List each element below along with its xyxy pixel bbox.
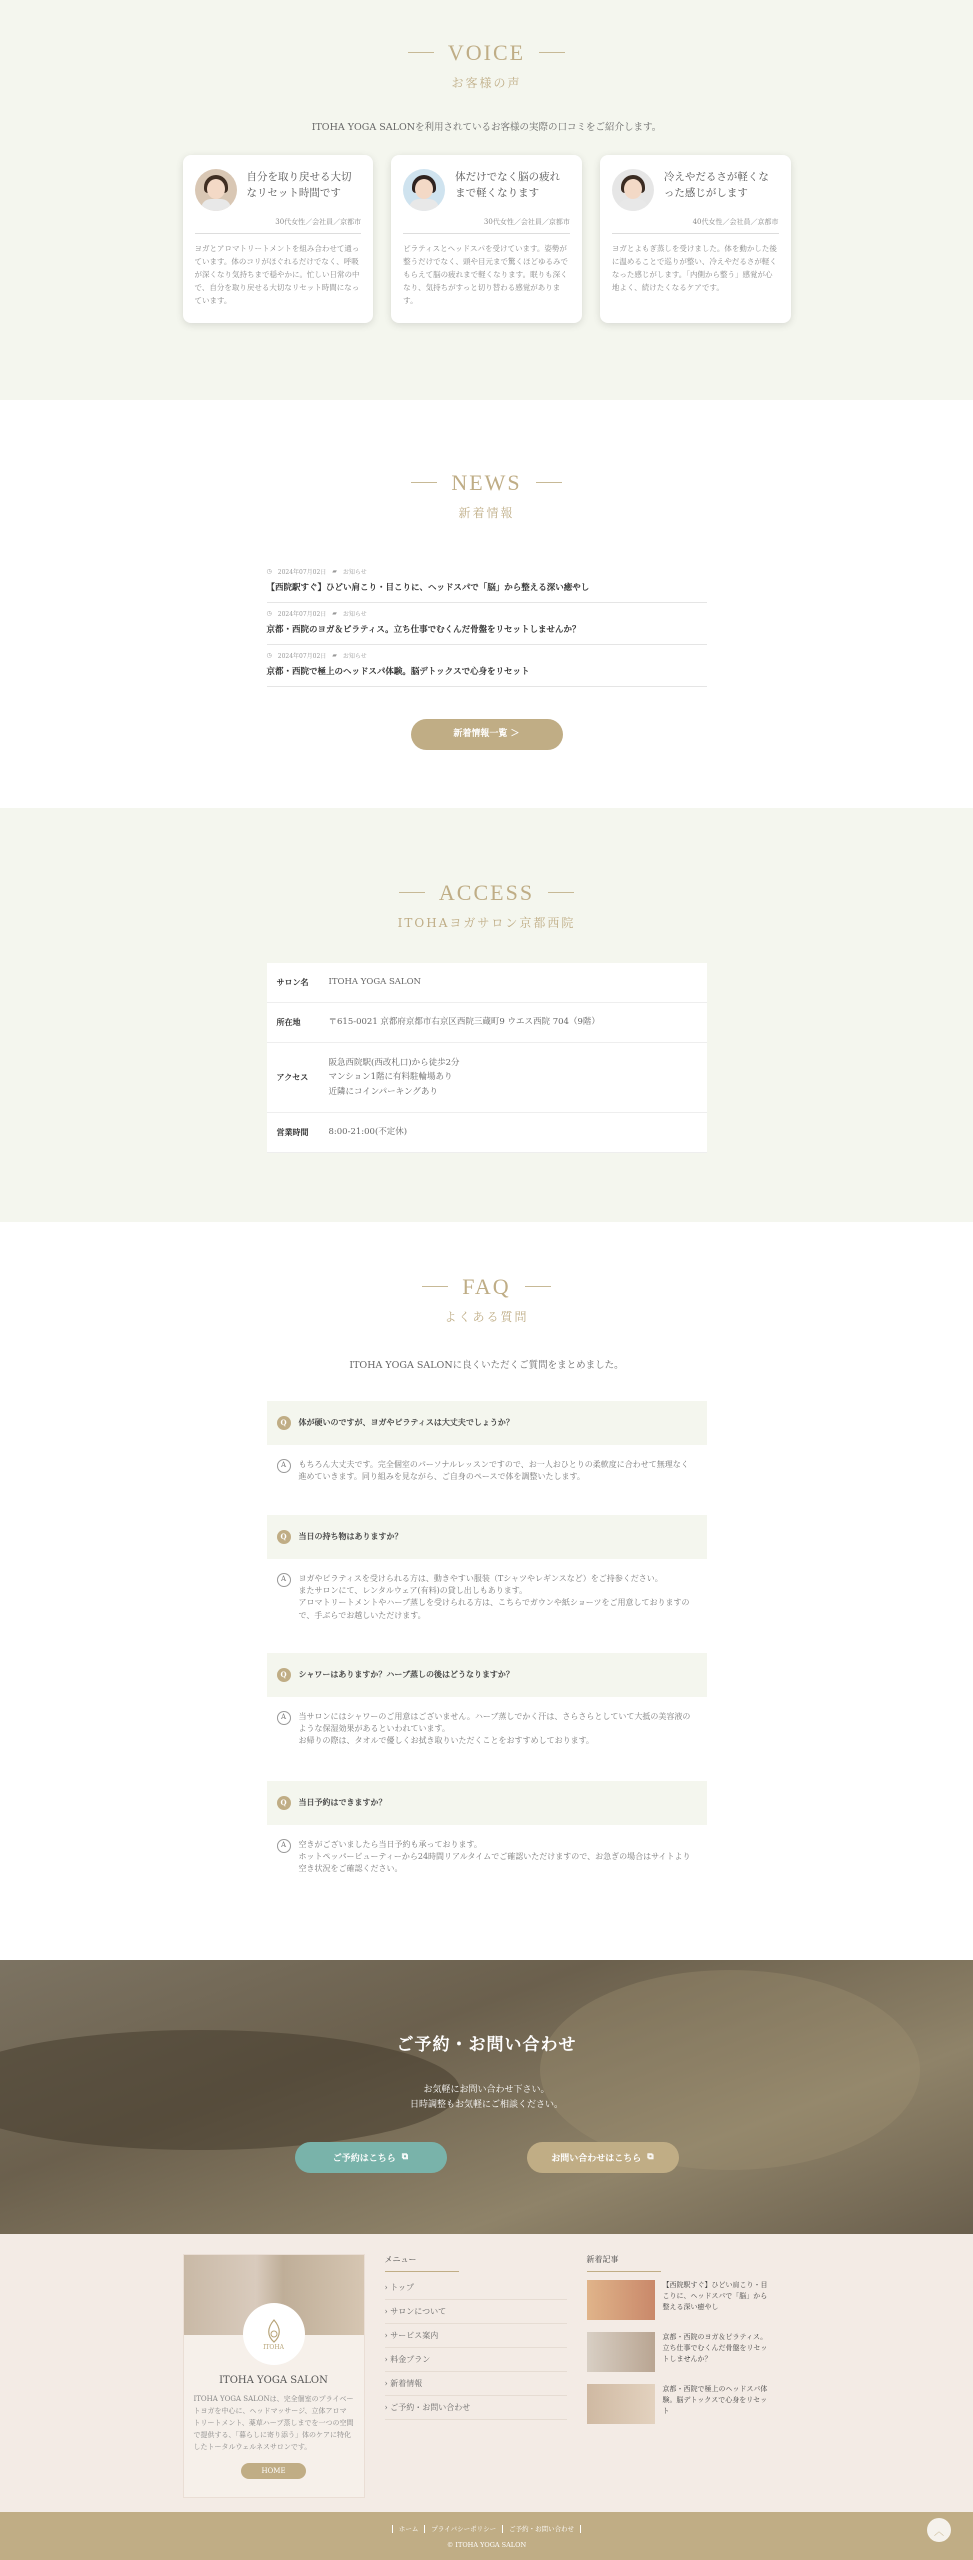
voice-card [183, 155, 374, 323]
news-date: 2024年07月02日 [277, 652, 327, 660]
contact-title: ご予約・お問い合わせ [396, 2035, 577, 2055]
news-item[interactable] [267, 561, 707, 603]
faq-answer-text: 当サロンにはシャワーのご用意はございません。ハーブ蒸しでかく汗は、さらさらとしていて大抵の美容液のような保湿効果があるといわれています。 お帰りの際は、タオルで優しくお拭き取りいただくことをおすすめしております。 [298, 1711, 691, 1746]
news-item-title[interactable]: 【西院駅すぐ】ひどい肩こり・目こりに、ヘッドスパで「脳」から整える深い癒やし [266, 582, 590, 593]
leaf-logo-icon [263, 2318, 285, 2344]
access-title: ACCESS [399, 880, 574, 906]
chevron-up-icon: ︿ [934, 2526, 944, 2538]
news-item[interactable] [267, 645, 707, 687]
news-item-title[interactable]: 京都・西院のヨガ＆ピラティス。立ち仕事でむくんだ骨盤をリセットしませんか？ [266, 624, 581, 635]
reserve-button[interactable]: ご予約はこちら ⧉ [295, 2142, 447, 2173]
q-icon: Q [277, 1416, 291, 1430]
folder-icon: ▰ [332, 567, 337, 575]
a-icon: A [277, 1459, 291, 1473]
faq-question[interactable] [267, 1401, 707, 1445]
folder-icon: ▰ [332, 609, 337, 617]
voice-card [600, 155, 791, 323]
faq-question-text: 当日予約はできますか？ [298, 1797, 387, 1807]
voice-card-title: 体だけでなく脳の疲れまで軽くなります [455, 170, 561, 200]
footer-salon-card [183, 2254, 365, 2498]
a-icon: A [277, 1839, 291, 1853]
news-title: NEWS [411, 470, 561, 496]
faq-answer [267, 1825, 707, 1876]
bottom-bar [0, 2512, 973, 2560]
access-value: 8:00-21:00(不定休) [329, 1113, 707, 1153]
a-icon: A [277, 1573, 291, 1587]
footer-news-heading: 新着記事 [587, 2254, 661, 2272]
copyright: © ITOHA YOGA SALON [446, 2541, 527, 2549]
q-icon: Q [277, 1796, 291, 1810]
salon-description: ITOHA YOGA SALONは、完全個室のプライベートヨガを中心に、ヘッドマッサージ、立体アロマトリートメント、薬草ハーブ蒸しまでを一つの空間で提供する、「暮らしに寄り添う」体のケアに特化したトータルウェルネスサロンです。 [193, 2395, 354, 2451]
faq-answer-text: 空きがございましたら当日予約も承っております。 ホットペッパービューティーから24時間リアルタイムでご確認いただけますので、お急ぎの場合はサイトより空き状況をご確認ください。 [298, 1839, 691, 1874]
footer-menu-heading: メニュー [385, 2254, 459, 2272]
news-subtitle: 新着情報 [458, 505, 515, 520]
salon-logo: ITOHA [243, 2303, 305, 2365]
voice-card-meta: 30代女性／会社員／京都市 [403, 217, 570, 234]
voice-card-meta: 30代女性／会社員／京都市 [195, 217, 362, 234]
contact-button[interactable]: お問い合わせはこちら ⧉ [527, 2142, 679, 2173]
voice-card-text: ピラティスとヘッドスパを受けています。姿勢が整うだけでなく、頭や目元まで驚くほどゆるみでもらえて脳の疲れまで軽くなります。眠りも深くなり、気持ちがすっと切り替わる感覚があります。 [403, 243, 569, 305]
news-section [0, 400, 973, 808]
voice-subtitle: お客様の声 [451, 75, 522, 90]
faq-answer-text: ヨガやピラティスを受けられる方は、動きやすい服装（Tシャツやレギンスなど）をご持参ください。 またサロンにて、レンタルウェア(有料)の貸し出しもあります。 アロマトリートメントやハーブ蒸しを受けられる方は、こちらでガウンや紙ショーツをご用意しておりますので、手ぶらでお越しいただけます。 [298, 1573, 690, 1620]
salon-name: ITOHA YOGA SALON [219, 2375, 328, 2386]
voice-card-text: ヨガとよもぎ蒸しを受けました。体を動かした後に温めることで巡りが整い、冷えやだるさが軽くなった感じがします。「内側から整う」感覚が心地よく、続けたくなるケアです。 [611, 243, 777, 292]
faq-question[interactable] [267, 1653, 707, 1697]
news-thumbnail [587, 2332, 655, 2372]
clock-icon: ◷ [266, 567, 272, 575]
bottom-link[interactable]: ホーム [392, 2525, 425, 2533]
avatar [612, 169, 654, 211]
faq-section [0, 1222, 973, 1960]
avatar [403, 169, 445, 211]
faq-question[interactable] [267, 1515, 707, 1559]
news-thumbnail [587, 2384, 655, 2424]
clock-icon: ◷ [266, 651, 272, 659]
bottom-link[interactable]: ご予約・お問い合わせ [502, 2525, 581, 2533]
access-label: サロン名 [267, 963, 329, 1003]
q-icon: Q [277, 1668, 291, 1682]
external-link-icon: ⧉ [647, 2152, 654, 2163]
voice-card-text: ヨガとアロマトリートメントを組み合わせて通っています。体のコリがほぐれるだけでなく、呼吸が深くなり気持ちまで穏やかに。忙しい日常の中で、自分を取り戻せる大切なリセット時間になっています。 [194, 243, 360, 305]
footer-menu-item[interactable]: › ご予約・お問い合わせ [385, 2396, 567, 2420]
footer-news [587, 2254, 769, 2498]
footer-menu-item[interactable]: › トップ [385, 2276, 567, 2300]
access-value: 阪急西院駅(西改札口)から徒歩2分 マンション1階に有料駐輪場あり 近隣にコインパーキングあり [329, 1043, 707, 1113]
voice-card-title: 冷えやだるさが軽くなった感じがします [663, 170, 769, 200]
external-link-icon: ⧉ [401, 2152, 409, 2163]
footer-news-item[interactable]: 【西院駅すぐ】ひどい肩こり・目こりに、ヘッドスパで「脳」から整える深い癒やし [587, 2280, 769, 2324]
news-item[interactable] [267, 603, 707, 645]
contact-text: 日時調整もお気軽にご相談ください。 [409, 2100, 563, 2111]
voice-card-title: 自分を取り戻せる大切なリセット時間です [246, 170, 352, 200]
voice-lead: ITOHA YOGA SALONを利用されているお客様の実際の口コミをご紹介します。 [311, 121, 662, 133]
access-section [0, 808, 973, 1222]
bottom-link[interactable]: プライバシーポリシー [424, 2525, 502, 2533]
news-date: 2024年07月02日 [277, 610, 327, 618]
voice-card-meta: 40代女性／会社員／京都市 [612, 217, 779, 234]
faq-question-text: 当日の持ち物はありますか？ [298, 1531, 403, 1541]
voice-card [391, 155, 582, 323]
scroll-to-top-button[interactable] [927, 2518, 951, 2542]
faq-answer-text: もちろん大丈夫です。完全個室のパーソナルレッスンですので、お一人おひとりの柔軟度に合わせて無理なく進めていきます。同り組みを見ながら、ご自身のペースで体を調整いたします。 [298, 1459, 689, 1481]
access-label: 所在地 [267, 1003, 329, 1043]
home-button[interactable]: HOME [241, 2463, 305, 2479]
access-table [267, 963, 707, 1154]
news-category: お知らせ [342, 652, 367, 660]
faq-question-text: シャワーはありますか？ハーブ蒸しの後はどうなりますか？ [298, 1669, 514, 1679]
faq-question-text: 体が硬いのですが、ヨガやピラティスは大丈夫でしょうか？ [298, 1417, 514, 1427]
avatar [195, 169, 237, 211]
footer-news-item[interactable]: 京都・西院で極上のヘッドスパ体験。脳デトックスで心身をリセット [587, 2384, 769, 2428]
faq-answer [267, 1559, 707, 1623]
news-date: 2024年07月02日 [277, 568, 327, 576]
contact-text: お気軽にお問い合わせ下さい。 [423, 2085, 550, 2095]
footer-menu [385, 2254, 567, 2498]
faq-title: FAQ [422, 1274, 550, 1300]
access-value: ITOHA YOGA SALON [329, 963, 707, 1003]
footer-menu-item[interactable]: › 料金プラン [385, 2348, 567, 2372]
footer-news-item[interactable]: 京都・西院のヨガ＆ピラティス。立ち仕事でむくんだ骨盤をリセットしませんか？ [587, 2332, 769, 2376]
faq-answer [267, 1445, 707, 1484]
footer-menu-item[interactable]: › サロンについて [385, 2300, 567, 2324]
faq-lead: ITOHA YOGA SALONに良くいただくご質問をまとめました。 [349, 1359, 624, 1371]
footer-menu-item[interactable]: › サービス案内 [385, 2324, 567, 2348]
news-list-button[interactable]: 新着情報一覧 ＞ [411, 719, 563, 750]
footer [0, 2234, 973, 2512]
q-icon: Q [277, 1530, 291, 1544]
news-item-title[interactable]: 京都・西院で極上のヘッドスパ体験。脳デトックスで心身をリセット [266, 666, 530, 677]
faq-subtitle: よくある質問 [444, 1309, 529, 1324]
footer-menu-item[interactable]: › 新着情報 [385, 2372, 567, 2396]
faq-answer [267, 1697, 707, 1748]
news-category: お知らせ [342, 568, 367, 576]
clock-icon: ◷ [266, 609, 272, 617]
access-value: 〒615-0021 京都府京都市右京区西院三蔵町9 ウエス西院 704（9階） [329, 1003, 707, 1043]
access-subtitle: ITOHAヨガサロン京都西院 [397, 915, 576, 930]
folder-icon: ▰ [332, 651, 337, 659]
contact-section [0, 1960, 973, 2234]
voice-section [0, 0, 973, 400]
faq-question[interactable] [267, 1781, 707, 1825]
news-thumbnail [587, 2280, 655, 2320]
voice-title: VOICE [408, 40, 565, 66]
news-category: お知らせ [342, 610, 367, 618]
access-label: アクセス [267, 1043, 329, 1113]
access-label: 営業時間 [267, 1113, 329, 1153]
a-icon: A [277, 1711, 291, 1725]
